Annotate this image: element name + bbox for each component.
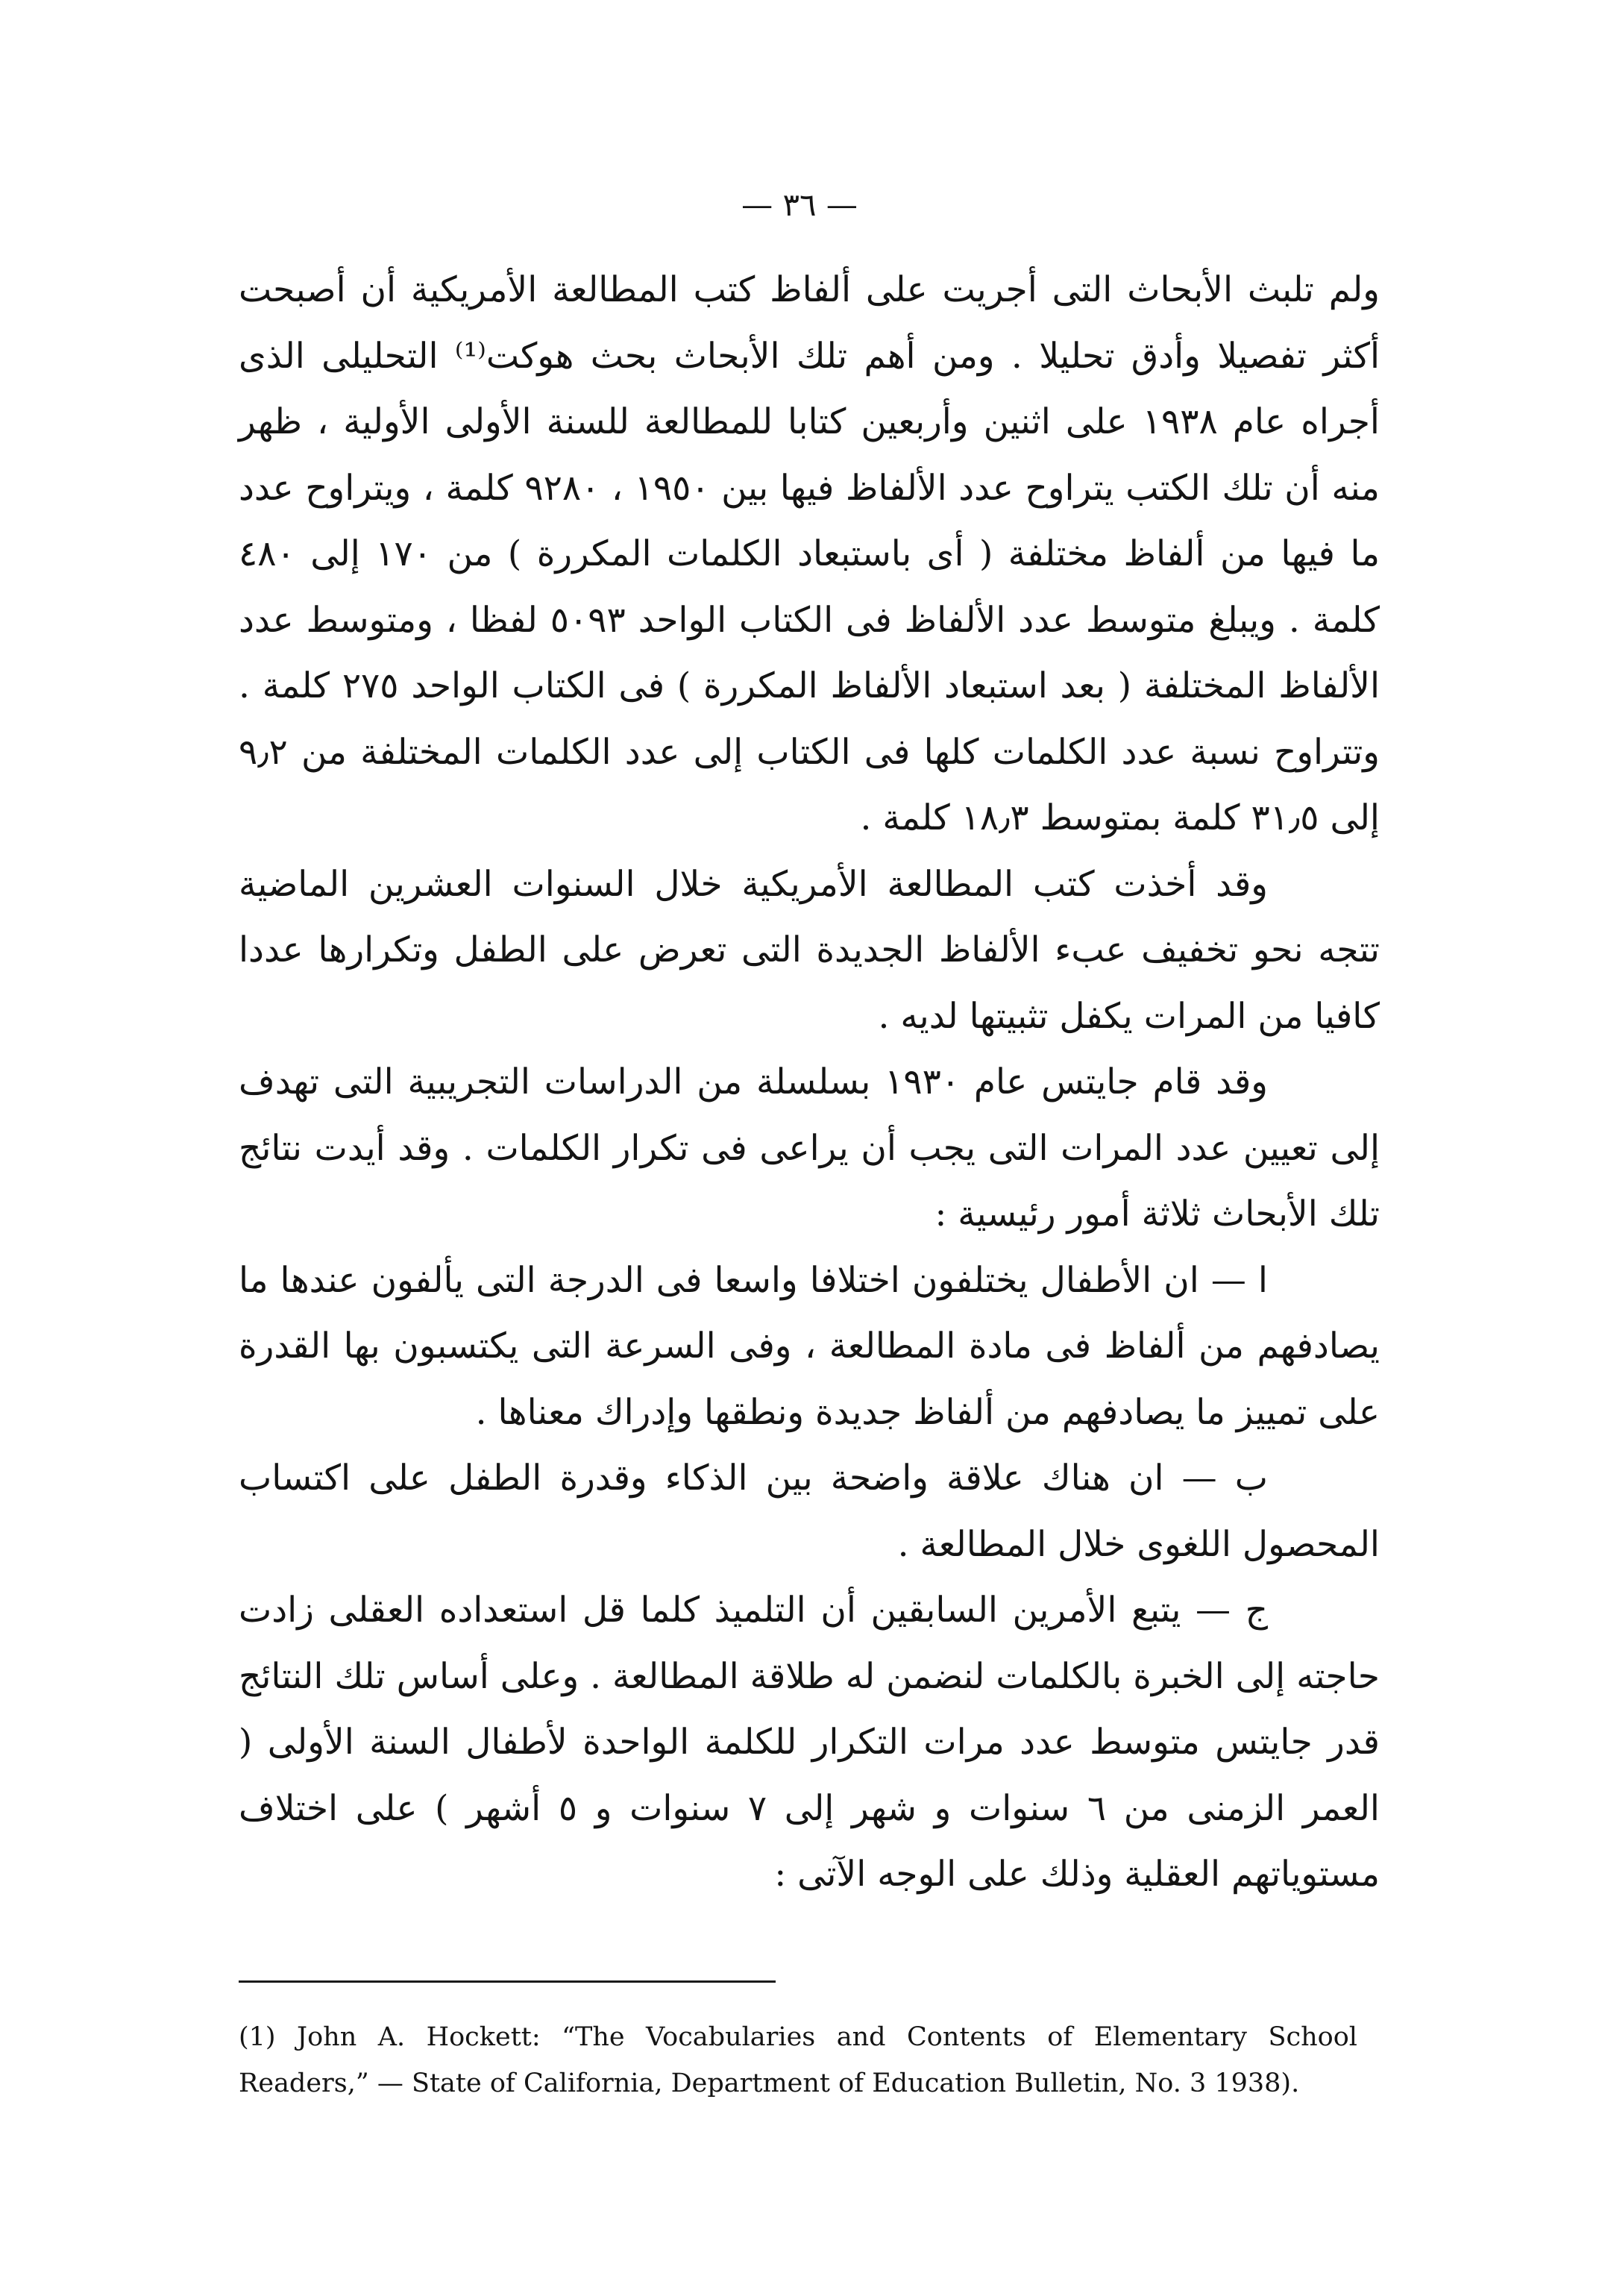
- paragraph-point-b: ب — ان هناك علاقة واضحة بين الذكاء وقدرة الطفل على اكتساب المحصول اللغوى خلال المطالعة .: [239, 1458, 1380, 1565]
- paragraph-point-a: ا — ان الأطفال يختلفون اختلافا واسعا فى الدرجة التى يألفون عندها ما يصادفهم من ألفاظ فى مادة المطالعة ، وفى السرعة التى يكتسبون بها القدرة على تمييز ما يصادفهم من ألفاظ جديدة ونطقها وإدراك معناها .: [239, 1259, 1380, 1433]
- paragraph-point-c: ج — يتبع الأمرين السابقين أن التلميذ كلما قل استعداده العقلى زادت حاجته إلى الخبرة بالكلمات لنضمن له طلاقة المطالعة . وعلى أساس تلك النتائج قدر جايتس متوسط عدد مرات التكرار للكلمة الواحدة لأطفال السنة الأولى ( العمر الزمنى من ٦ سنوات و شهر إلى ٧ سنوات و ٥ أشهر ) على اختلاف مستوياتهم العقلية وذلك على الوجه الآتى :: [239, 1590, 1380, 1895]
- footnote-divider: [239, 1980, 776, 1983]
- paragraph-gates-study: وقد قام جايتس عام ١٩٣٠ بسلسلة من الدراسات التجريبية التى تهدف إلى تعيين عدد المرات التى يجب أن يراعى فى تكرار الكلمات . وقد أيدت نتائج تلك الأبحاث ثلاثة أمور رئيسية :: [239, 1061, 1380, 1235]
- page-number: — ٣٦ —: [741, 186, 858, 223]
- footnote: (1) John A. Hockett: “The Vocabularies and Contents of Elementary School Readers,” — State of California, Department of Education Bulletin, No. 3 1938).: [239, 2022, 1357, 2098]
- paragraph-hockett-study: ولم تلبث الأبحاث التى أجريت على ألفاظ كتب المطالعة الأمريكية أن أصبحت أكثر تفصيلا وأدق تحليلا . ومن أهم تلك الأبحاث بحث هوكت⁽¹⁾ التحليلى الذى أجراه عام ١٩٣٨ على اثنين وأربعين كتابا للمطالعة للسنة الأولى الأولية ، ظهر منه أن تلك الكتب يتراوح عدد الألفاظ فيها بين ١٩٥٠ ، ٩٢٨٠ كلمة ، ويتراوح عدد ما فيها من ألفاظ مختلفة ( أى باستبعاد الكلمات المكررة ) من ١٧٠ إلى ٤٨٠ كلمة . ويبلغ متوسط عدد الألفاظ فى الكتاب الواحد ٥٠٩٣ لفظا ، ومتوسط عدد الألفاظ المختلفة ( بعد استبعاد الألفاظ المكررة ) فى الكتاب الواحد ٢٧٥ كلمة . وتتراوح نسبة عدد الكلمات كلها فى الكتاب إلى عدد الكلمات المختلفة من ٩٫٢ إلى ٣١٫٥ كلمة بمتوسط ١٨٫٣ كلمة .: [239, 269, 1380, 838]
- body-text: [239, 257, 1380, 1908]
- paragraph-american-readers: وقد أخذت كتب المطالعة الأمريكية خلال السنوات العشرين الماضية تتجه نحو تخفيف عبء الألفاظ الجديدة التى تعرض على الطفل وتكرارها عددا كافيا من المرات يكفل تثبيتها لديه .: [239, 863, 1380, 1037]
